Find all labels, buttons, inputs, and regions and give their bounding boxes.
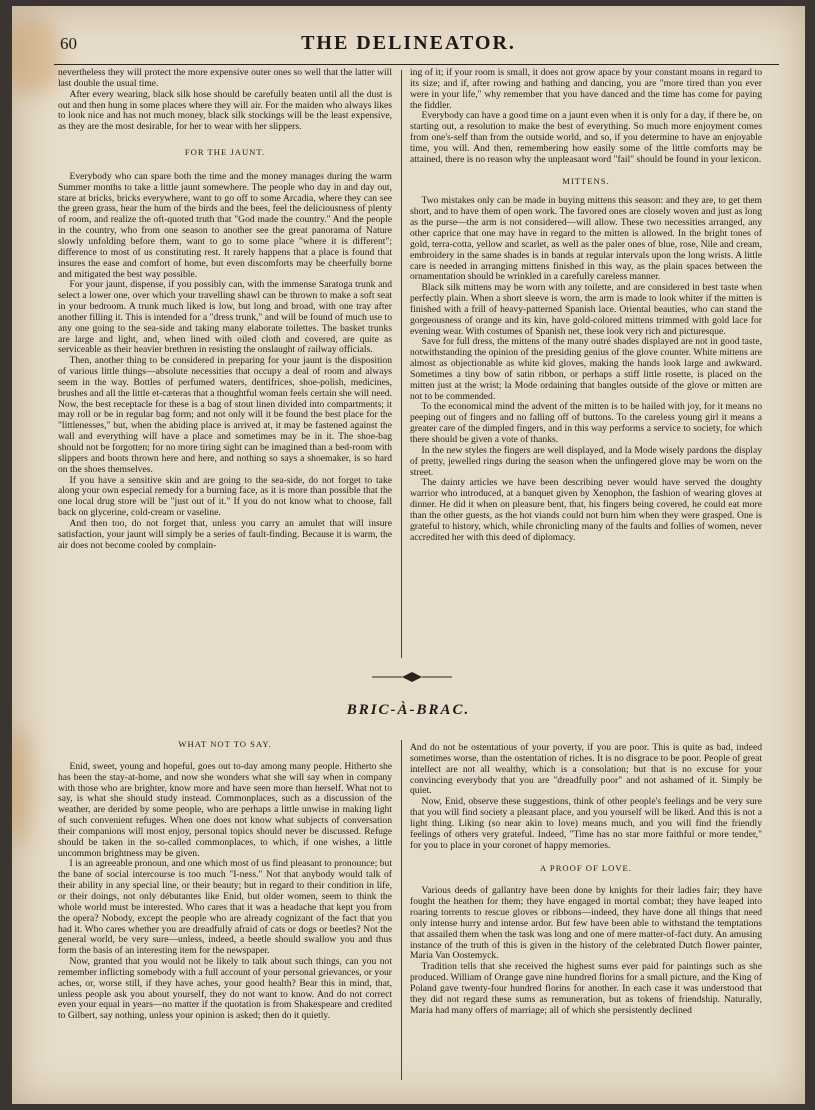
column-top-left xyxy=(58,68,392,551)
paragraph: The dainty articles we have been describing never would have served the doughty warrior who introduced, at a banquet given by Xenophon, the fashion of wearing gloves at dinner. He did it when on pleasure bent, that, his fingers being covered, he could eat more than the other guests, as the hot viands could not burn him when they were grasped. One is grateful to history, which, while chronicling many of the faults and follies of women, never accredited her with this deed of diplomacy. xyxy=(410,477,762,543)
paragraph: And then too, do not forget that, unless you carry an amulet that will insure satisfaction, your jaunt will simply be a series of fault-finding. Because it is warm, the air does not become cooled by complain- xyxy=(58,517,392,551)
paragraph: Two mistakes only can be made in buying mittens this season: and they are, to get them short, and to have them of open work. The favored ones are closely woven and just as long as the purse—the arm is not considered—will allow. These two necessities arranged, any other caprice that one may have in regard to the mitten is allowed. In the bright tones of gold, terra-cotta, yellow and scarlet, as well as the paler ones of blue, rose, Nile and cream, embroidery in the same shades is in bands at regular intervals upon the long wrists. A little care is needed in arranging mittens finished in this way, as the plain spaces between the ornamentation should be wrinkled in a carefully careless manner. xyxy=(410,195,762,283)
page-number: 60 xyxy=(60,34,77,53)
masthead: THE DELINEATOR. xyxy=(301,32,516,54)
paragraph: In the new styles the fingers are well displayed, and la Mode wisely pardons the display of pretty, jewelled rings during the season when the unfingered glove may be worn on the street. xyxy=(410,444,762,478)
paragraph: ing of it; if your room is small, it does not grow apace by your constant moans in regard to its size; and if, after rowing and bathing and dancing, you are "more tired than you ever were in your life," why remember that you have danced and the time has come for paying the fiddler. xyxy=(410,67,762,111)
column-bottom-left xyxy=(58,739,392,1022)
page-header xyxy=(12,34,805,64)
paragraph: For your jaunt, dispense, if you possibly can, with the immense Saratoga trunk and select a lower one, over which your travelling shawl can be thrown to make a soft seat in your bedroom. A trunk much liked is low, but long and broad, with one tray after another filling it. This is intended for a "dress trunk," and will be found of much use to any one going to the sea-side and taking many elaborate toilettes. The basket trunks are large and light, and, when lined with oiled cloth and covered, are quite as serviceable as their heavier brethren in resisting the onslaught of railway officials. xyxy=(58,279,392,356)
paragraph: Black silk mittens may be worn with any toilette, and are considered in best taste when perfectly plain. When a short sleeve is worn, the arm is made to look whiter if the mitten is finished with a frill of heavy-patterned Spanish lace. Oriental beauties, who can stand the gorgeousness of orange and its kin, have gold-colored mittens trimmed with gold lace for evening wear. With costumes of Spanish net, these look very rich and picturesque. xyxy=(410,282,762,337)
section-heading-mittens: MITTENS. xyxy=(562,175,610,186)
paper-stain xyxy=(12,726,32,846)
column-divider xyxy=(401,740,402,1080)
column-bottom-right xyxy=(410,743,762,1016)
section-heading-jaunt: FOR THE JAUNT. xyxy=(184,147,266,158)
paragraph: Tradition tells that she received the highest sums ever paid for paintings such as she produced. William of Orange gave nine hundred florins for a small picture, and the King of Poland gave twenty-four hundred florins for another. In each case it was understood that they did not regard these sums as remuneration, but as tokens of friendship. Naturally, Maria had many offers of marriage; all of which she persistently declined xyxy=(410,961,762,1016)
column-top-right xyxy=(410,68,762,543)
paragraph: Now, granted that you would not be likely to talk about such things, can you not remember inflicting somebody with a full account of your personal grievances, or your aches, or, worse still, if they have aches, your good health? Bear this in mind, that, unless people ask you about yourself, they do not want to know. And do not correct even your equal in years—no matter if the quotation is from Shakespeare and credited to Gilbert, say nothing, unless your opinion is asked; then do it quietly. xyxy=(58,956,392,1022)
paragraph: After every wearing, black silk hose should be carefully beaten until all the dust is out and then hung in some places where they will air. For the maiden who always likes to look nice and has not much money, black silk stockings will be the least expensive, as they are the most desirable, for her to wear with her slippers. xyxy=(58,88,392,133)
paragraph: Everybody who can spare both the time and the money manages during the warm Summer months to take a little jaunt somewhere. The people who day in and day out, stare at bricks, bricks everywhere, want to go off to some Arcadia, where they can see the green grass, hear the hum of the birds and the bees, feel the deliciousness of plenty of room, and realize the oft-quoted truth that "God made the country." And the people in the country, who from one season to another see the great panorama of Nature slowly unfolding before them, want to go to some place "where it is different"; difference to most of us constituting rest. It rarely happens that a place is found that insures the ease and comfort of home, but even discomforts may be cheerfully borne and mitigated the best way possible. xyxy=(58,170,392,280)
header-rule xyxy=(54,64,779,65)
paragraph: Now, Enid, observe these suggestions, think of other people's feelings and be very sure that you will find society a pleasant place, and you yourself will be liked. And this is not a light thing. Liking (so near akin to love) means much, and you will find the friendly feelings of others very grateful. Indeed, "Time has no star more faithful or more tender," for you to place in your coronet of happy memories. xyxy=(410,796,762,851)
paragraph: And do not be ostentatious of your poverty, if you are poor. This is quite as bad, indeed sometimes worse, than the ostentation of riches. It is no disgrace to be poor. People of great intellect are not all wealthy, which is a consolation; but that is no excuse for your convincing everybody that you are "dreadfully poor" and not ashamed of it. Simply be quiet. xyxy=(410,742,762,797)
paragraph: To the economical mind the advent of the mitten is to be hailed with joy, for it means no peeping out of fingers and no falling off of buttons. To the careless young girl it means a greater care of the dimpled fingers, and in this way performs a service to society, for which there should be given a vote of thanks. xyxy=(410,401,762,445)
ornament-divider xyxy=(372,670,452,684)
paragraph: I is an agreeable pronoun, and one which most of us find pleasant to pronounce; but the bane of social intercourse is too much "I-ness." Not that anybody would talk of their ability in any special line, or their beauty; but in regard to their condition in life, or their doings, not only débutantes like Enid, but older women, seem to think the whole world must be interested. Who cares that it was a headache that kept you from the opera? Nobody, except the people who are already cognizant of the fact that you had it. Who cares whether you are dreadfully afraid of cats or dogs or beetles? Not the general world, be very sure—unless, indeed, a beetle should swallow you and thus form the basis of an interesting item for the newspaper. xyxy=(58,858,392,957)
section-title-bric-a-brac: BRIC-À-BRAC. xyxy=(346,702,471,718)
section-heading-proof-of-love: A PROOF OF LOVE. xyxy=(540,863,632,874)
paragraph: Then, another thing to be considered in preparing for your jaunt is the disposition of various little things—absolute necessities that occupy a deal of room and always seem in the way. Bottles of perfumed waters, dentifrices, shoe-polish, medicines, brushes and all the little et-cæteras that a thoughtful woman feels certain she will need. Now, the best receptacle for these is a bag of stout linen divided into compartments; it may roll or be in regular bag form; and not only will it be found the best place for the "littlenesses," but, when the abiding place is arrived at, it may be fastened against the wall and everything will have a place and sometimes may be in it. The shoe-bag should not be forgotten; for no more tiring sight can be imagined than a bed-room with slippers and boots thrown here and here, and nothing so says a shoemaker, is so hard on the shoes themselves. xyxy=(58,355,392,475)
paragraph: Everybody can have a good time on a jaunt even when it is only for a day, if there be, on starting out, a resolution to make the best of everything. So much more enjoyment comes from one's-self than from the outside world, and so, if you determine to have an enjoyable time, you will. And then, remembering how easily some of the little comforts may be attained, there is no reason why the unpleasant word "fail" should be found in your lexicon. xyxy=(410,110,762,165)
paragraph: Save for full dress, the mittens of the many outré shades displayed are not in good taste, notwithstanding the opinion of the presiding genius of the glove counter. White mittens are almost as objectionable as white kid gloves, making the hands look large and awkward. Sometimes a tiny bow of satin ribbon, or perhaps a stiff little rosette, is placed on the mitten just at the wrist; la Mode ordaining that bangles outside of the glove or mitten are not to be commended. xyxy=(410,336,762,402)
section-heading-what-not-to-say: WHAT NOT TO SAY. xyxy=(178,739,272,749)
paragraph: nevertheless they will protect the more expensive outer ones so well that the latter will last double the usual time. xyxy=(58,67,392,89)
paragraph: Various deeds of gallantry have been done by knights for their ladies fair; they have fought the heathen for them; they have engaged in mortal combat; they have leaped into roaring torrents to rescue gloves or ribbons—indeed, they have done all things that need only intense hurry and intense ardor. But few have been able to withstand the temptations that assailed them when the task was long and one of mere matter-of-fact duty. An amusing instance of the truth of this is given in the history of the celebrated Dutch flower painter, Maria Van Oostemyck. xyxy=(410,885,762,962)
paragraph: Enid, sweet, young and hopeful, goes out to-day among many people. Hitherto she has been the stay-at-home, and now she wonders what she will say when in company with those who are brighter, know more and have seen more than herself. What not to say, is what she should study instead. Commonplaces, such as a discussion of the weather, are derided by some people, who are perhaps a little unwise in making light of such convenient refuges. When one does not know what subjects of conversation their companions will most enjoy, personal topics should never be discussed. Refuge should be taken in the so-called commonplaces, to which, if one wishes, a little uncommon brightness may be given. xyxy=(58,760,392,859)
column-divider xyxy=(401,70,402,658)
paragraph: If you have a sensitive skin and are going to the sea-side, do not forget to take along your own especial remedy for a burning face, as it is more than possible that the one local drug store will be "just out of it." If you do not know what to choose, fall back on glycerine, cold-cream or vaseline. xyxy=(58,474,392,519)
magazine-page xyxy=(12,6,805,1104)
